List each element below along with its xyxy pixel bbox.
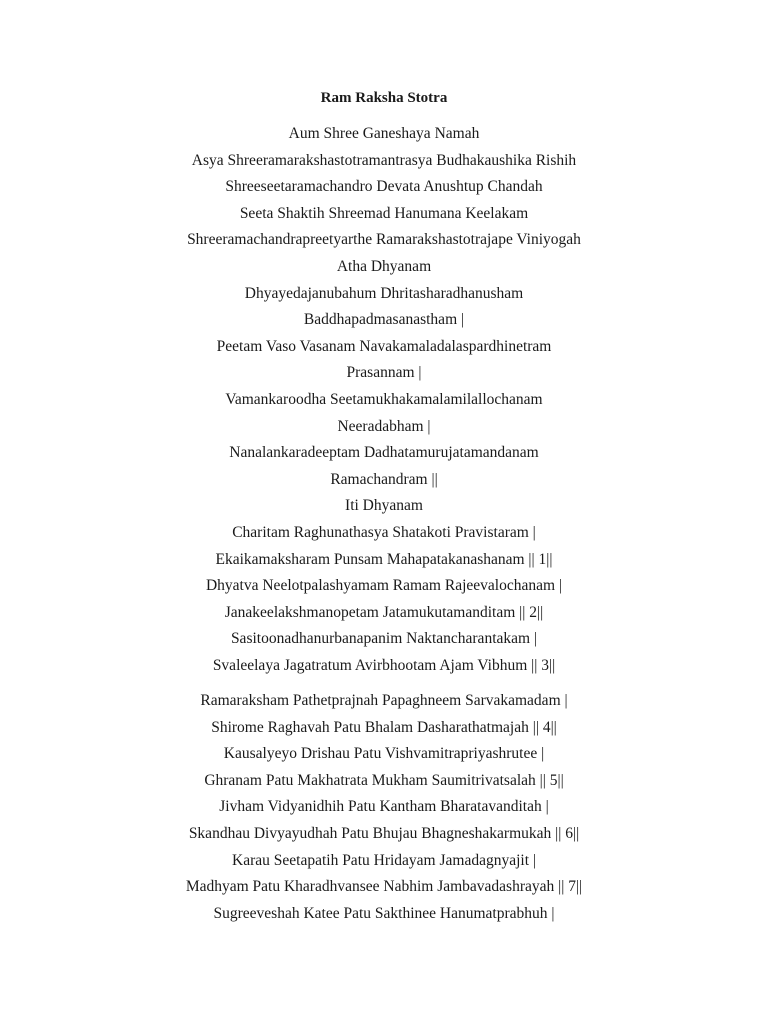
verse-line: Baddhapadmasanastham | [303,311,465,329]
verse-line: Sugreeveshah Katee Patu Sakthinee Hanumatprabhuh | [213,904,555,922]
verse-line: Dhyayedajanubahum Dhritasharadhanusham [244,284,524,302]
verse-line: Prasannam | [346,364,422,382]
verse-line: Ramachandram || [330,470,438,488]
verse-line: Asya Shreeramarakshastotramantrasya Budhakaushika Rishih [191,151,577,169]
verse-line: Atha Dhyanam [336,257,432,275]
verse-line: Svaleelaya Jagatratum Avirbhootam Ajam Vibhum || 3|| [212,656,556,674]
verse-line: Jivham Vidyanidhih Patu Kantham Bharatavanditah | [219,798,549,816]
verse-line: Kausalyeyo Drishau Patu Vishvamitrapriyashrutee | [223,745,545,763]
verse-line: Nanalankaradeeptam Dadhatamurujatamandanam [229,444,539,462]
verse-line: Dhyatva Neelotpalashyamam Ramam Rajeevalochanam | [205,577,563,595]
verse-line: Peetam Vaso Vasanam Navakamaladalaspardhinetram [216,337,552,355]
verse-line: Neeradabham | [337,417,431,435]
verse-line: Charitam Raghunathasya Shatakoti Pravistaram | [232,523,536,541]
verse-line: Ramaraksham Pathetprajnah Papaghneem Sarvakamadam | [200,692,568,709]
verse-line: Madhyam Patu Kharadhvansee Nabhim Jambavadashrayah || 7|| [185,878,583,896]
verse-line: Shreeramachandrapreetyarthe Ramarakshastotrajape Viniyogah [187,231,581,249]
verse-line: Iti Dhyanam [345,497,423,515]
verse-line: Shirome Raghavah Patu Bhalam Dasharathatmajah || 4|| [211,718,557,736]
verse-line: Aum Shree Ganeshaya Namah [288,125,480,142]
verse-line: Janakeelakshmanopetam Jatamukutamanditam || 2|| [224,603,544,621]
verse-line: Skandhau Divyayudhah Patu Bhujau Bhagneshakarmukah || 6|| [188,824,580,842]
verse-line: Ghranam Patu Makhatrata Mukham Saumitrivatsalah || 5|| [204,771,564,789]
page-title: Ram Raksha Stotra [320,90,448,106]
verse-section-2 [0,688,768,927]
verse-line: Vamankaroodha Seetamukhakamalamilallochanam [225,390,543,408]
verse-line: Ekaikamaksharam Punsam Mahapatakanashanam || 1|| [215,550,553,568]
verse-line: Sasitoonadhanurbanapanim Naktancharantakam | [230,630,538,648]
verse-section-1 [0,121,768,679]
verse-line: Karau Seetapatih Patu Hridayam Jamadagnyajit | [232,851,536,869]
verse-line: Seeta Shaktih Shreemad Hanumana Keelakam [239,204,529,222]
verse-line: Shreeseetaramachandro Devata Anushtup Chandah [225,178,543,196]
